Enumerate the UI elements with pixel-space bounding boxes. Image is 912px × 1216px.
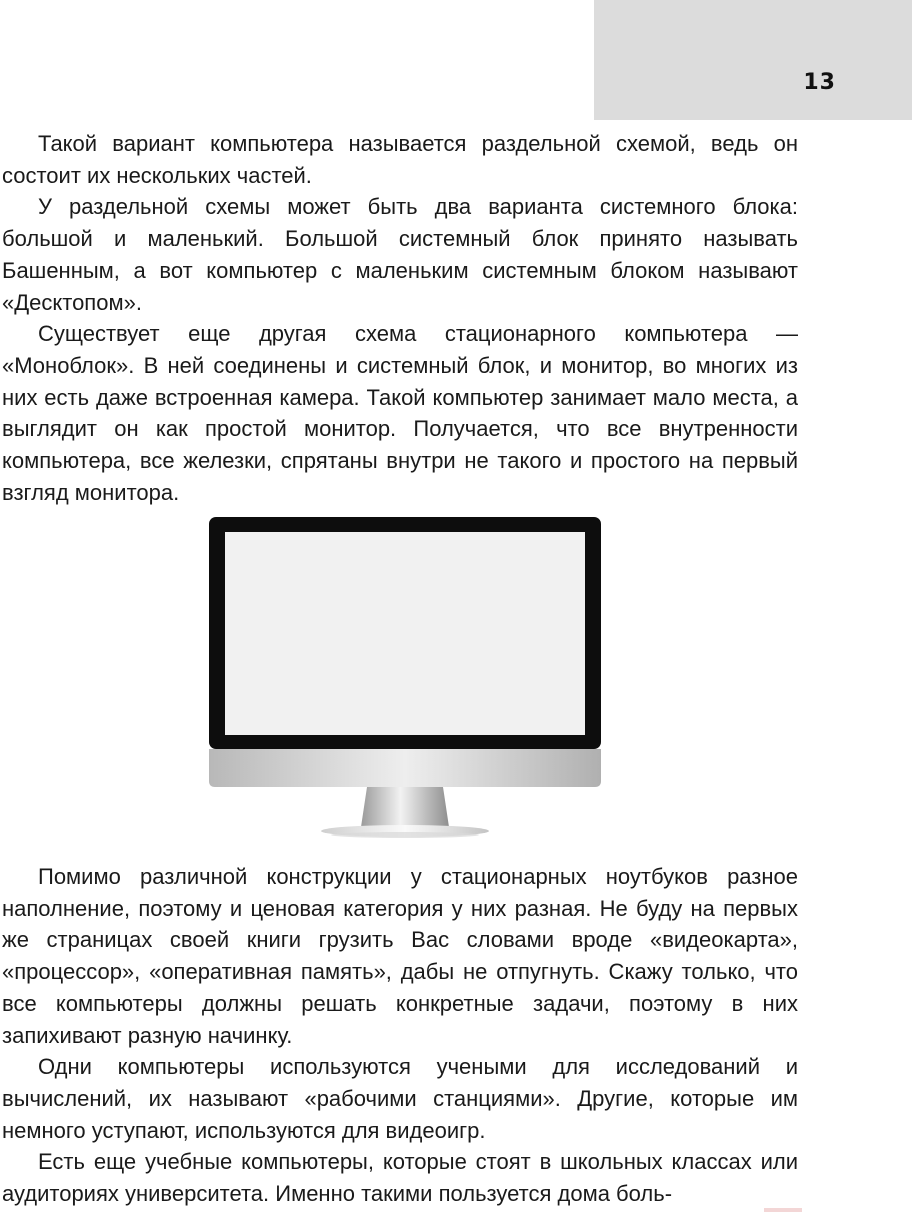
text-block-bottom <box>2 861 798 1210</box>
paragraph: Помимо различной конструкции у стационарных ноутбуков разное наполнение, поэтому и ценовая категория у них разная. Не буду на первых же страницах своей книги грузить Вас словами вроде «видеокарта», «процессор», «оперативная память», дабы не отпугнуть. Скажу только, что все компьютеры должны решать конкретные задачи, поэтому в них запихивают разную начинку. <box>2 864 798 1048</box>
paragraph: Одни компьютеры используются учеными для исследований и вычислений, их называют «рабочими станциями». Другие, которые им немного уступают, используются для видеоигр. <box>2 1054 798 1143</box>
monoblock-monitor-icon <box>205 515 605 840</box>
paragraph: Есть еще учебные компьютеры, которые стоят в школьных классах или аудиториях университета. Именно такими пользуется дома боль- <box>2 1149 798 1207</box>
paragraph: Существует еще другая схема стационарного компьютера — «Моноблок». В ней соединены и системный блок, и монитор, во многих из них есть даже встроенная камера. Такой компьютер занимает мало места, а выглядит он как простой монитор. Получается, что все внутренности компьютера, все железки, спрятаны внутри не такого и простого на первый взгляд монитора. <box>2 321 798 505</box>
page-edge-mark <box>764 1208 802 1212</box>
page-number: 13 <box>803 70 836 95</box>
page-number-tab <box>594 0 912 120</box>
monoblock-illustration <box>205 515 605 840</box>
paragraph: Такой вариант компьютера называется раздельной схемой, ведь он состоит их нескольких частей. <box>2 131 798 188</box>
text-block-top <box>2 128 798 508</box>
paragraph: У раздельной схемы может быть два варианта системного блока: большой и маленький. Большой системный блок принято называть Башенным, а вот компьютер с маленьким системным блоком называют «Десктопом». <box>2 194 798 315</box>
